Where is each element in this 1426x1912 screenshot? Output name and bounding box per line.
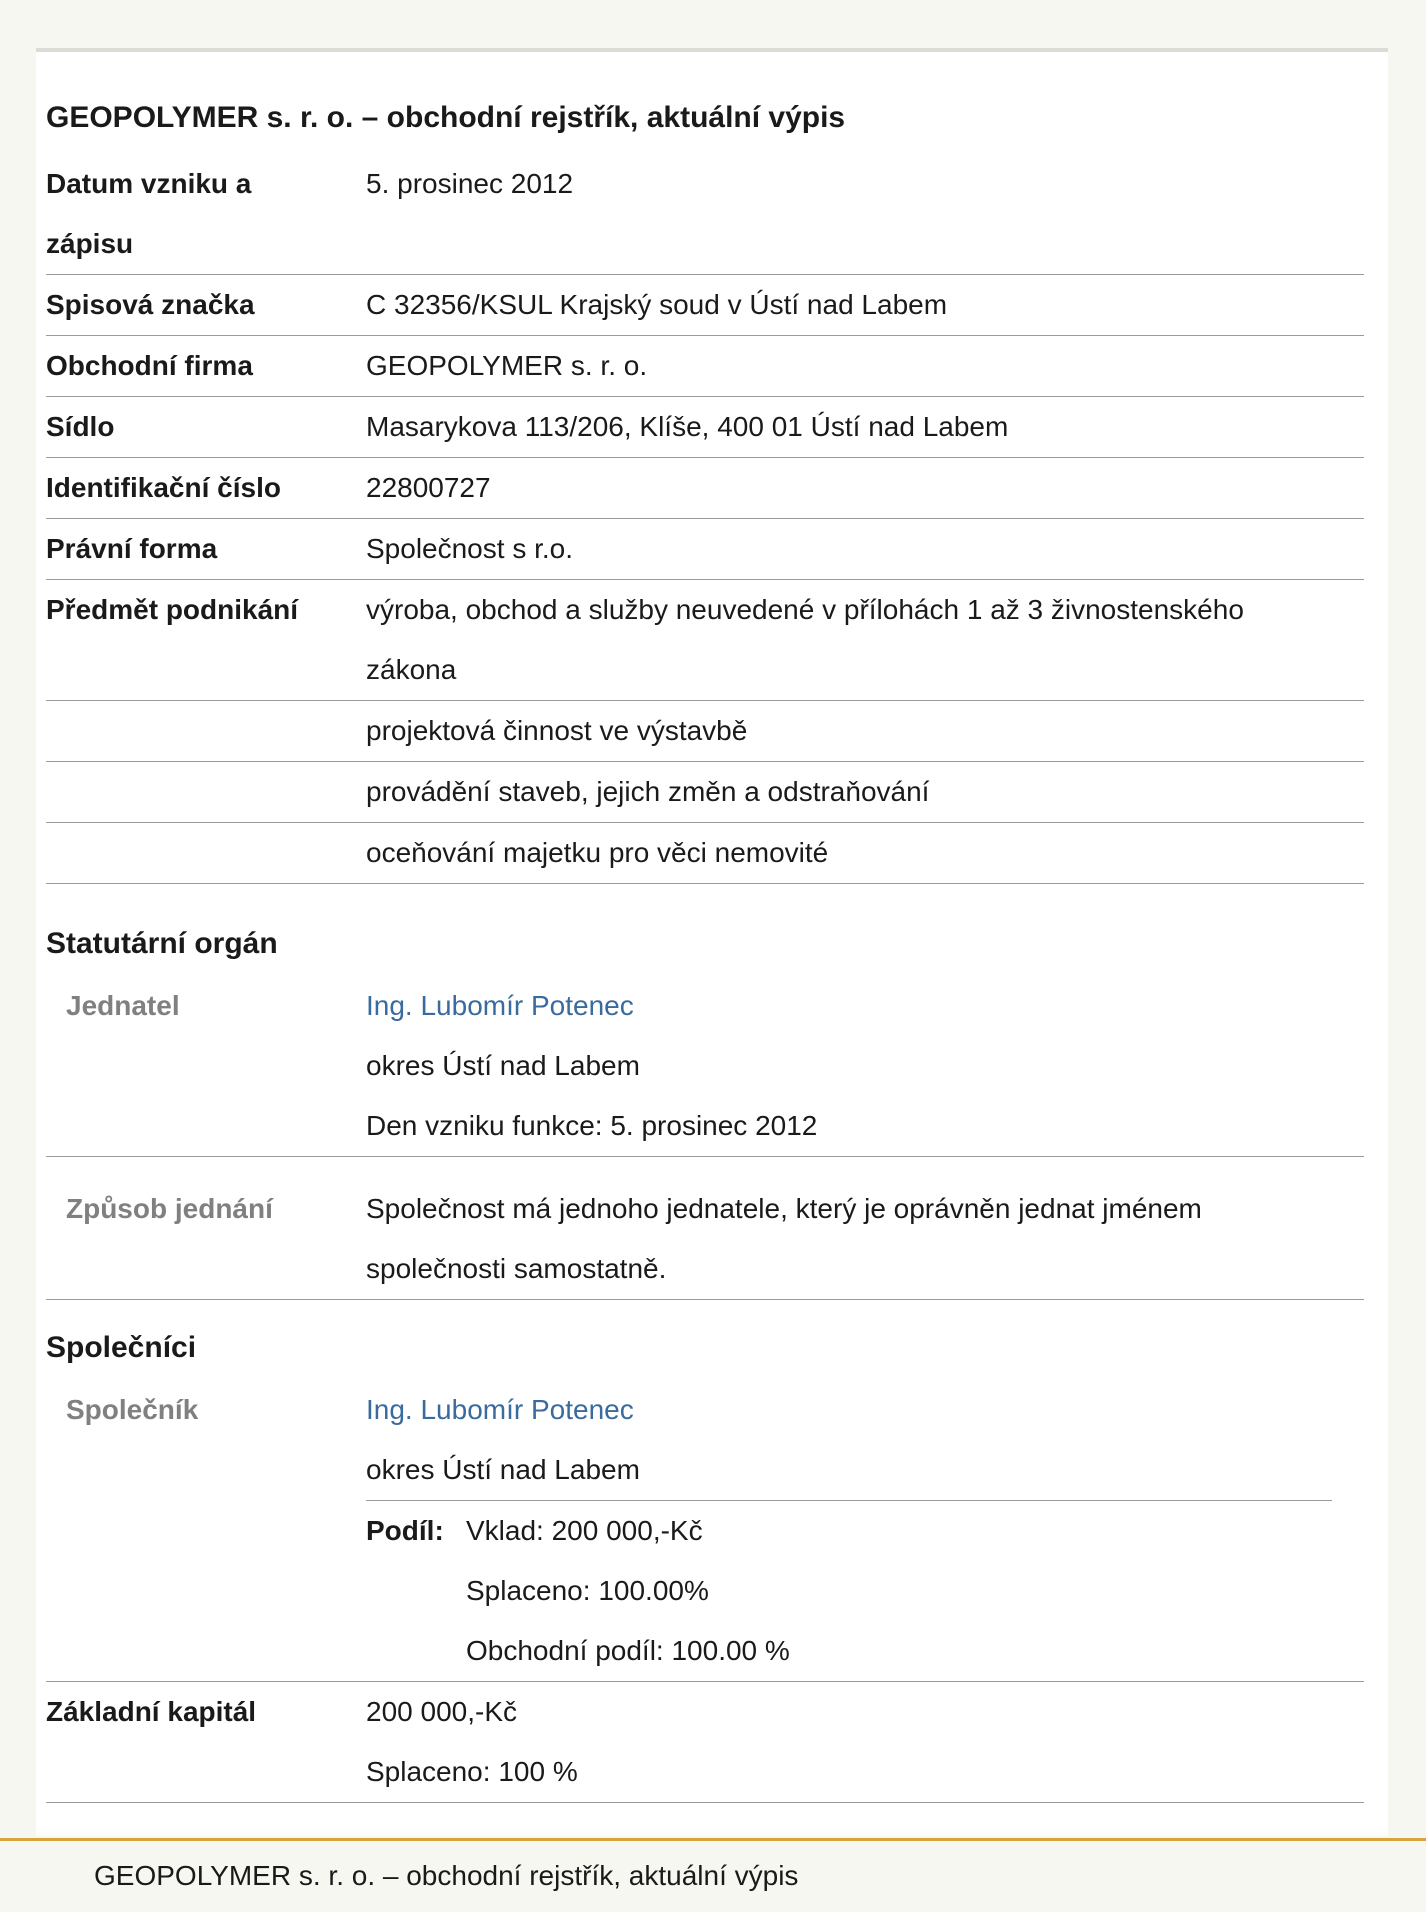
row-value: 22800727	[366, 472, 491, 503]
row-key: Předmět podnikání	[46, 594, 299, 625]
row-key: Identifikační číslo	[46, 472, 281, 503]
row-predmet-item	[46, 762, 1364, 823]
row-value	[366, 580, 1364, 700]
row-value	[366, 976, 1364, 1156]
row-obchodni-firma	[46, 336, 1364, 397]
podil-block	[366, 1500, 1332, 1681]
row-key-empty	[46, 823, 366, 883]
row-key: Právní forma	[46, 533, 218, 564]
row-jednatel	[46, 976, 1364, 1157]
jednatel-okres: okres Ústí nad Labem	[366, 1050, 640, 1081]
row-predmet-podnikani	[46, 580, 1364, 701]
kapital-value: 200 000,-Kč	[366, 1696, 517, 1727]
podil-label: Podíl:	[366, 1515, 444, 1546]
row-value: oceňování majetku pro věci nemovité	[366, 837, 829, 868]
podil-obchodni: Obchodní podíl: 100.00 %	[466, 1635, 790, 1666]
page-title: GEOPOLYMER s. r. o. – obchodní rejstřík, aktuální výpis	[46, 101, 846, 134]
kapital-splaceno: Splaceno: 100 %	[366, 1756, 578, 1787]
row-key: Základní kapitál	[46, 1696, 257, 1727]
row-key-empty	[46, 701, 366, 761]
podil-vklad: Vklad: 200 000,-Kč	[466, 1515, 703, 1546]
row-spisova-znacka	[46, 275, 1364, 336]
predmet-line: zákona	[366, 654, 457, 685]
section-spolecnici: Společníci	[46, 1331, 197, 1364]
row-value	[366, 1179, 1364, 1299]
spolecnik-okres: okres Ústí nad Labem	[366, 1454, 640, 1485]
row-pravni-forma	[46, 519, 1364, 580]
row-key: Jednatel	[66, 990, 180, 1021]
row-key	[46, 152, 366, 274]
zpusob-line: společnosti samostatně.	[366, 1253, 667, 1284]
spolecnik-name-link[interactable]: Ing. Lubomír Potenec	[366, 1394, 634, 1425]
row-value	[366, 1682, 1364, 1802]
row-value: 5. prosinec 2012	[366, 168, 574, 199]
row-value: Masarykova 113/206, Klíše, 400 01 Ústí nad Labem	[366, 411, 1009, 442]
row-key: Obchodní firma	[46, 350, 253, 381]
row-datum-vzniku	[46, 152, 1364, 275]
predmet-line: výroba, obchod a služby neuvedené v přílohách 1 až 3 živnostenského	[366, 594, 1244, 625]
row-spolecnik	[46, 1380, 1364, 1682]
row-key: Společník	[66, 1394, 199, 1425]
row-key: Spisová značka	[46, 289, 255, 320]
jednatel-den-vzniku: Den vzniku funkce: 5. prosinec 2012	[366, 1110, 818, 1141]
row-predmet-item	[46, 823, 1364, 884]
row-value: projektová činnost ve výstavbě	[366, 715, 748, 746]
row-key: Způsob jednání	[66, 1193, 273, 1224]
row-value: GEOPOLYMER s. r. o.	[366, 350, 648, 381]
podil-values	[466, 1501, 790, 1681]
footer-divider	[0, 1838, 1426, 1841]
row-predmet-item	[46, 701, 1364, 762]
row-key-line: zápisu	[46, 228, 134, 259]
footer-title: GEOPOLYMER s. r. o. – obchodní rejstřík, aktuální výpis	[94, 1860, 799, 1891]
section-statutarni-organ: Statutární orgán	[46, 927, 278, 960]
row-zpusob-jednani	[46, 1157, 1364, 1300]
podil-splaceno: Splaceno: 100.00%	[466, 1575, 709, 1606]
row-key-line: Datum vzniku a	[46, 168, 252, 199]
zpusob-line: Společnost má jednoho jednatele, který je oprávněn jednat jménem	[366, 1193, 1202, 1224]
jednatel-name-link[interactable]: Ing. Lubomír Potenec	[366, 990, 634, 1021]
registry-card	[36, 48, 1388, 1836]
row-key-empty	[46, 762, 366, 822]
registry-content	[46, 52, 1364, 1803]
row-value: Společnost s r.o.	[366, 533, 574, 564]
row-ico	[46, 458, 1364, 519]
row-value: provádění staveb, jejich změn a odstraňování	[366, 776, 930, 807]
row-key: Sídlo	[46, 411, 115, 442]
row-value	[366, 1380, 1364, 1681]
row-zakladni-kapital	[46, 1682, 1364, 1803]
row-sidlo	[46, 397, 1364, 458]
row-value: C 32356/KSUL Krajský soud v Ústí nad Labem	[366, 289, 948, 320]
